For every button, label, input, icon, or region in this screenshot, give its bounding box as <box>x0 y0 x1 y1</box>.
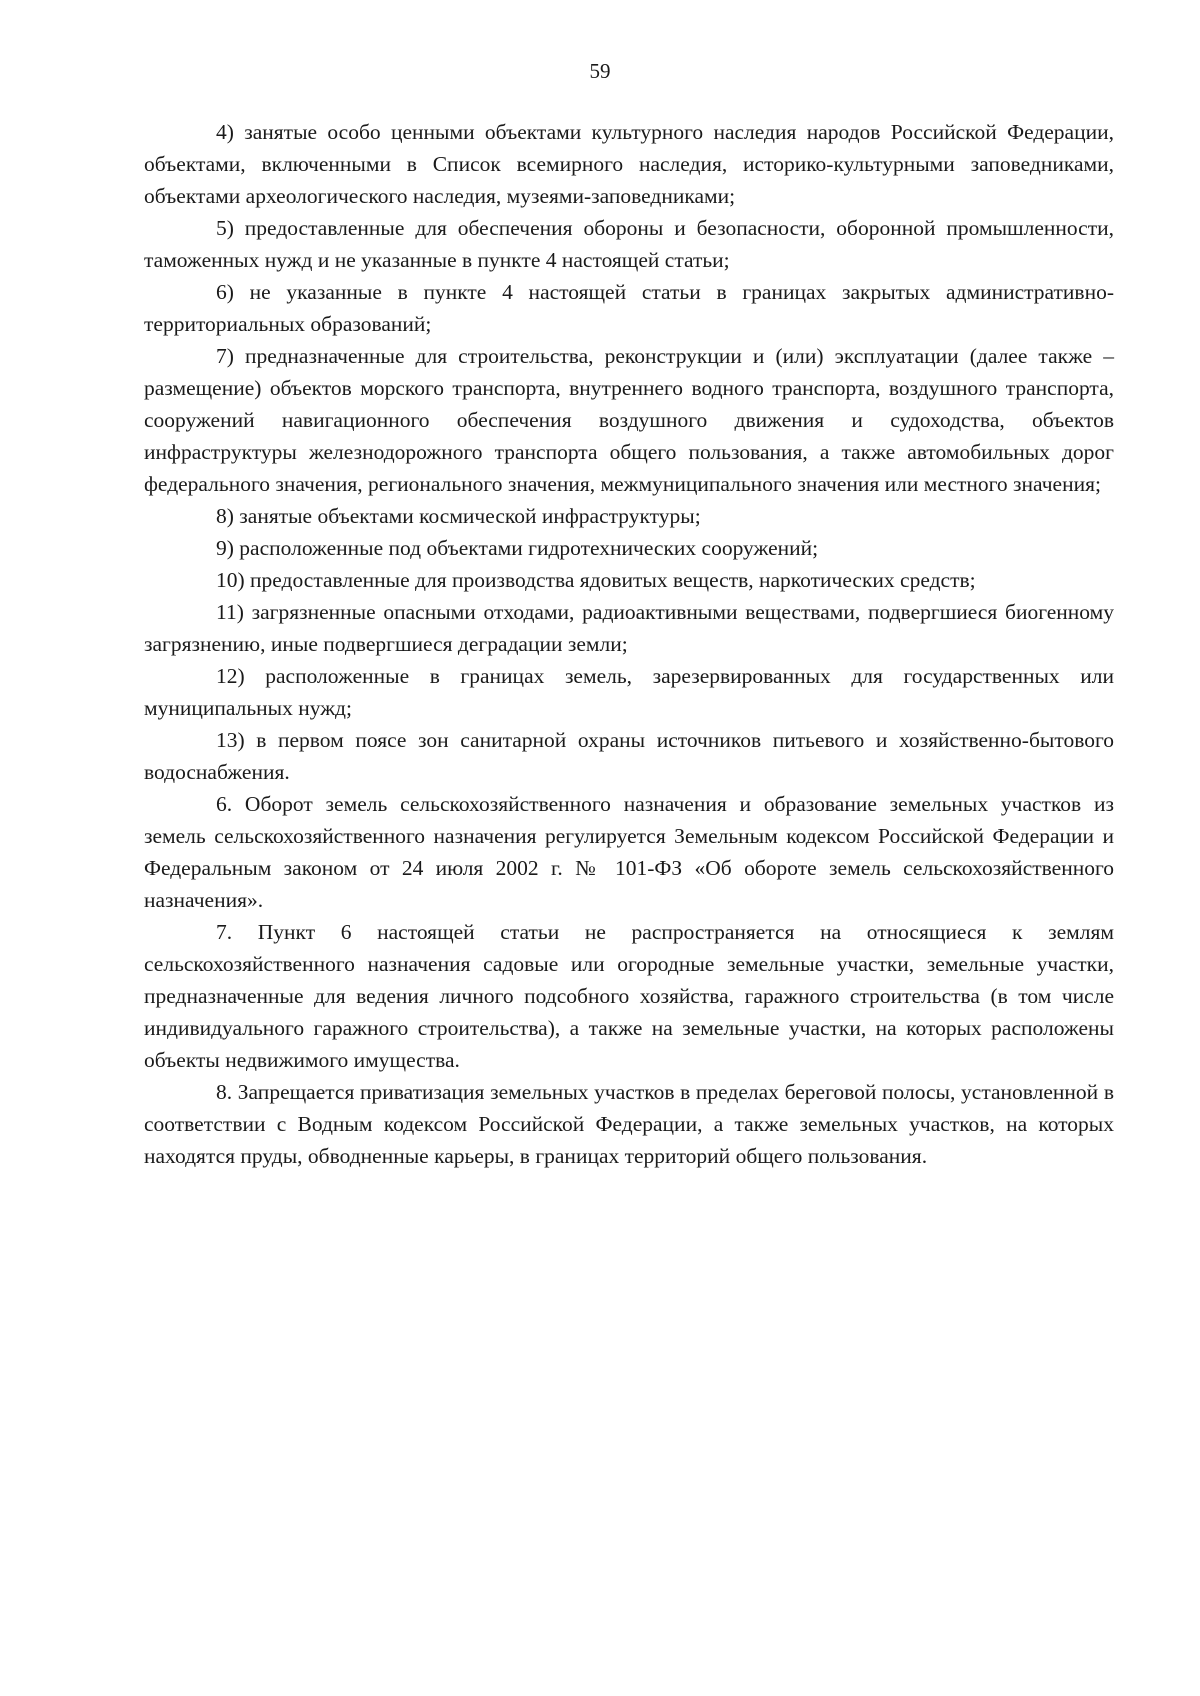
paragraph-item-12: 12) расположенные в границах земель, зарезервированных для государственных или муниципальных нужд; <box>144 664 1114 720</box>
paragraph-point-8: 8. Запрещается приватизация земельных участков в пределах береговой полосы, установленной в соответствии с Водным кодексом Российской Федерации, а также земельных участков, на которых находятся пруды, обводненные карьеры, в границах территорий общего пользования. <box>144 1080 1114 1168</box>
paragraph-item-13: 13) в первом поясе зон санитарной охраны источников питьевого и хозяйственно-бытового водоснабжения. <box>144 728 1114 784</box>
paragraph-item-8: 8) занятые объектами космической инфраструктуры; <box>216 504 701 528</box>
paragraph-item-11: 11) загрязненные опасными отходами, радиоактивными веществами, подвергшиеся биогенному загрязнению, иные подвергшиеся деградации земли; <box>144 600 1114 656</box>
paragraph-point-6: 6. Оборот земель сельскохозяйственного назначения и образование земельных участков из земель сельскохозяйственного назначения регулируется Земельным кодексом Российской Федерации и Федеральным законом от 24 июля 2002 г. № 101-ФЗ «Об обороте земель сельскохозяйственного назначения». <box>144 792 1114 912</box>
paragraph-item-5: 5) предоставленные для обеспечения обороны и безопасности, оборонной промышленности, таможенных нужд и не указанные в пункте 4 настоящей статьи; <box>144 216 1114 272</box>
paragraph-item-4: 4) занятые особо ценными объектами культурного наследия народов Российской Федерации, объектами, включенными в Список всемирного наследия, историко-культурными заповедниками, объектами археологического наследия, музеями-заповедниками; <box>144 120 1114 208</box>
paragraph-item-7: 7) предназначенные для строительства, реконструкции и (или) эксплуатации (далее также – размещение) объектов морского транспорта, внутреннего водного транспорта, воздушного транспорта, сооружений навигационного обеспечения воздушного движения и судоходства, объектов инфраструктуры железнодорожного транспорта общего пользования, а также автомобильных дорог федерального значения, регионального значения, межмуниципального значения или местного значения; <box>144 344 1114 496</box>
paragraph-item-10: 10) предоставленные для производства ядовитых веществ, наркотических средств; <box>216 568 976 592</box>
page-number: 59 <box>589 59 611 83</box>
paragraph-item-6: 6) не указанные в пункте 4 настоящей статьи в границах закрытых административно-территориальных образований; <box>144 280 1114 336</box>
paragraph-point-7: 7. Пункт 6 настоящей статьи не распространяется на относящиеся к землям сельскохозяйственного назначения садовые или огородные земельные участки, земельные участки, предназначенные для ведения личного подсобного хозяйства, гаражного строительства (в том числе индивидуального гаражного строительства), а также на земельные участки, на которых расположены объекты недвижимого имущества. <box>144 920 1114 1072</box>
paragraph-item-9: 9) расположенные под объектами гидротехнических сооружений; <box>216 536 819 560</box>
document-body <box>144 116 1114 1172</box>
